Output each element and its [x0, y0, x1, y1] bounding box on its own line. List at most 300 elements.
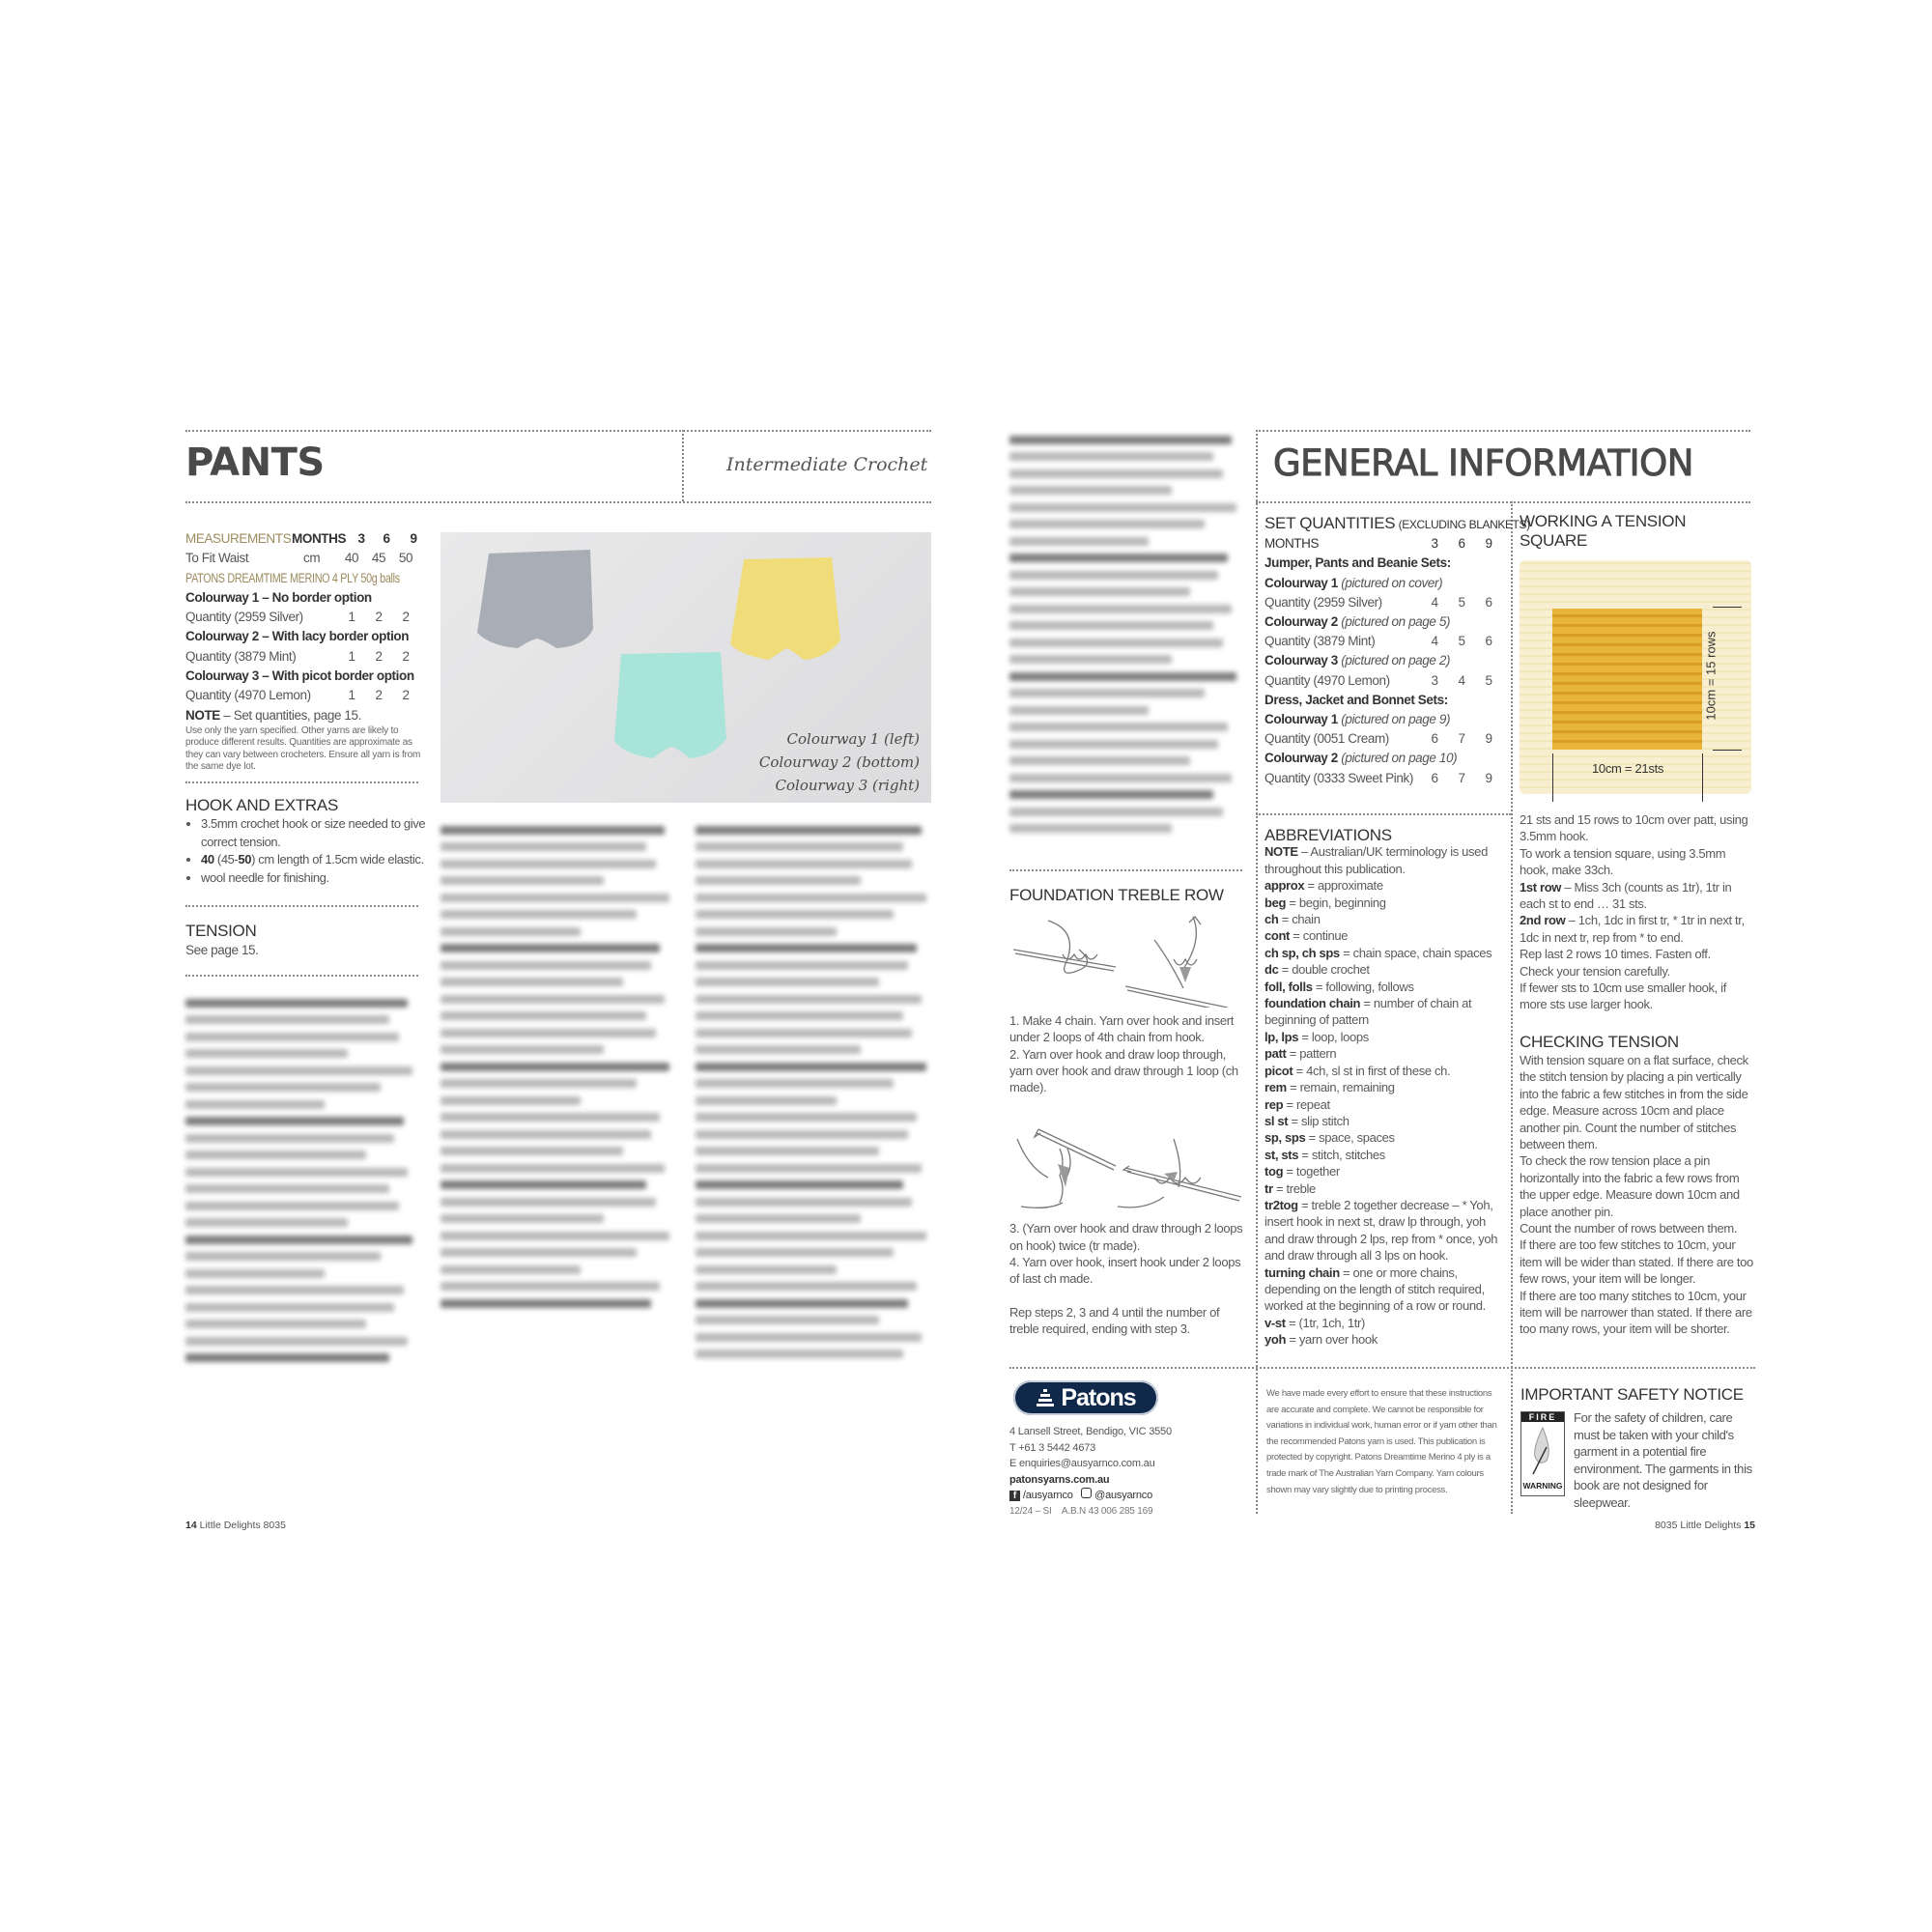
- page-title: GENERAL INFORMATION: [1273, 442, 1693, 484]
- blurred-text-line: [696, 894, 926, 902]
- note-label: NOTE: [185, 707, 220, 723]
- colourway-title: Colourway 2 – With lacy border option: [185, 629, 410, 644]
- blurred-text-line: [185, 1269, 325, 1278]
- blurred-text-line: [440, 1029, 656, 1037]
- page-title: PANTS: [185, 440, 325, 485]
- tension-square-heading: WORKING A TENSION SQUARE: [1520, 512, 1687, 550]
- blurred-text-line: [696, 1180, 903, 1189]
- blurred-text-line: [1009, 706, 1149, 715]
- quantity-label: Quantity (4970 Lemon): [1264, 672, 1390, 688]
- abbreviation-term: sp, sps: [1264, 1130, 1306, 1146]
- hook-item: • 3.5mm crochet hook or size needed to give correct tension.: [201, 815, 427, 851]
- blurred-text-line: [440, 978, 623, 986]
- blurred-text-line: [1009, 740, 1218, 749]
- blurred-text-line: [696, 1113, 917, 1122]
- blurred-text-line: [1009, 452, 1213, 461]
- blurred-text-line: [696, 1147, 879, 1155]
- abbreviation-item: [1264, 1264, 1506, 1315]
- blurred-text-line: [1009, 469, 1223, 478]
- contact-details: [1009, 1424, 1172, 1520]
- quantity-value: 7: [1458, 770, 1465, 785]
- blurred-text-line: [185, 1168, 408, 1177]
- tension-swatch: [1552, 609, 1702, 750]
- abbreviation-term: foundation chain: [1264, 996, 1361, 1011]
- blurred-text-line: [696, 1045, 861, 1054]
- blurred-text-line: [696, 1011, 903, 1020]
- blurred-text-line: [696, 1333, 922, 1342]
- abbreviation-item: [1264, 1163, 1506, 1179]
- divider: [185, 781, 418, 783]
- quantity-row: [185, 686, 427, 705]
- blurred-text-line: [1009, 756, 1190, 765]
- foundation-heading: FOUNDATION TREBLE ROW: [1009, 886, 1224, 904]
- caption: Colourway 3 (right): [775, 777, 920, 794]
- skill-level: Intermediate Crochet: [726, 454, 928, 475]
- quantity-value: 2: [402, 610, 410, 625]
- blurred-text-line: [440, 1248, 637, 1257]
- quantity-row: [1264, 671, 1506, 691]
- abbreviation-definition: = loop, loops: [1298, 1029, 1369, 1044]
- text: (45-: [213, 852, 239, 867]
- abbreviation-term: rep: [1264, 1096, 1284, 1112]
- blurred-text-line: [1009, 808, 1223, 816]
- blurred-text-line: [440, 1011, 646, 1020]
- abbreviation-item: [1264, 961, 1506, 978]
- divider: [185, 501, 931, 503]
- divider: [1009, 1367, 1755, 1369]
- instruction-text: 21 sts and 15 rows to 10cm over patt, using 3.5mm hook.: [1520, 812, 1748, 844]
- blurred-text-line: [1009, 436, 1232, 444]
- colourway-note: (pictured on page 10): [1341, 751, 1458, 766]
- abbreviation-term: tr: [1264, 1180, 1273, 1196]
- colourway-name: Colourway 1: [1264, 575, 1338, 590]
- abbreviation-item: [1264, 1096, 1506, 1113]
- icon-label: WARNING: [1522, 1481, 1563, 1491]
- quantity-row: [1264, 769, 1506, 788]
- email-label: E: [1009, 1458, 1017, 1469]
- note: [185, 706, 427, 725]
- abbreviation-item: [1264, 895, 1506, 911]
- yarn-heading: PATONS DREAMTIME MERINO 4 PLY 50g balls: [185, 570, 400, 585]
- blurred-text-line: [1009, 571, 1218, 580]
- blurred-text-line: [696, 1316, 879, 1324]
- instruction-text: – 1ch, 1dc in first tr, * 1tr in next tr, 1dc in next tr, rep from * to end.: [1520, 913, 1745, 945]
- quantity-value: 1: [348, 648, 355, 664]
- blurred-text-line: [440, 1147, 623, 1155]
- text: 50: [238, 852, 252, 867]
- blurred-text-line: [696, 1079, 894, 1088]
- set-groups: [1264, 554, 1506, 787]
- waist-label: To Fit Waist: [185, 551, 249, 566]
- colourway-name: Colourway 2: [1264, 614, 1338, 630]
- abbreviation-item: [1264, 843, 1506, 877]
- quantity-value: 6: [1485, 634, 1492, 649]
- quantity-value: 4: [1431, 594, 1438, 610]
- abbreviations: [1264, 827, 1506, 1349]
- quantity-label: Quantity (3879 Mint): [185, 648, 297, 664]
- silver-pants: [477, 550, 593, 648]
- abbreviation-term: NOTE: [1264, 844, 1298, 860]
- quantity-value: 2: [402, 688, 410, 703]
- colourway-name: Colourway 1: [1264, 712, 1338, 727]
- print-code: 12/24 – SI: [1009, 1505, 1052, 1517]
- quantity-value: 9: [1485, 770, 1492, 785]
- blurred-pattern-column: [185, 990, 417, 1371]
- size-value: 3: [357, 531, 365, 546]
- abbreviation-definition: = treble: [1272, 1180, 1316, 1196]
- blurred-text-line: [696, 1096, 837, 1105]
- blurred-text-line: [440, 1045, 604, 1054]
- blurred-text-line: [440, 961, 651, 970]
- blurred-text-line: [696, 961, 908, 970]
- abbreviation-item: [1264, 1079, 1506, 1095]
- instagram-link[interactable]: @ausyarnco: [1094, 1490, 1153, 1501]
- blurred-text-line: [440, 1113, 660, 1122]
- quantity-value: 4: [1458, 672, 1465, 688]
- months-label: MONTHS: [292, 531, 347, 546]
- set-quantities-heading: SET QUANTITIES: [1264, 514, 1396, 532]
- divider: [1256, 430, 1750, 432]
- blurred-text-line: [696, 927, 837, 936]
- repeat-instruction: Rep steps 2, 3 and 4 until the number of treble required, ending with step 3.: [1009, 1304, 1220, 1337]
- instruction-line: [1520, 845, 1756, 879]
- abbreviation-definition: = double crochet: [1278, 962, 1370, 978]
- abbreviation-definition: – Australian/UK terminology is used throughout this publication.: [1264, 844, 1488, 876]
- abbreviation-definition: = together: [1283, 1164, 1340, 1179]
- abbreviation-term: picot: [1264, 1063, 1293, 1078]
- size-value: 3: [1431, 536, 1438, 552]
- abbreviation-term: lp, lps: [1264, 1029, 1299, 1044]
- divider: [1256, 430, 1258, 1514]
- abbreviation-item: [1264, 979, 1506, 995]
- blurred-text-line: [1009, 639, 1223, 647]
- instruction-text: To work a tension square, using 3.5mm hook, make 33ch.: [1520, 845, 1726, 878]
- heading-suffix: (EXCLUDING BLANKETS): [1398, 518, 1530, 531]
- facebook-icon: f: [1009, 1491, 1020, 1501]
- measure-line: [1713, 607, 1742, 608]
- divider: [682, 430, 684, 501]
- quantity-label: Quantity (3879 Mint): [1264, 634, 1376, 649]
- colourway-name: Colourway 2: [1264, 751, 1338, 766]
- crochet-diagram-steps-3-4: [1009, 1110, 1241, 1216]
- hook-heading: HOOK AND EXTRAS: [185, 796, 338, 814]
- blurred-text-line: [185, 1236, 412, 1244]
- mint-pants: [614, 652, 726, 758]
- blurred-text-line: [440, 944, 660, 952]
- tension-text: See page 15.: [185, 943, 259, 958]
- page-number: 15: [1744, 1520, 1755, 1531]
- abbreviation-item: [1264, 927, 1506, 944]
- blurred-text-line: [185, 1303, 394, 1312]
- yarn-heading-row: [185, 569, 427, 588]
- waist-value: 45: [371, 551, 386, 566]
- abbreviation-term: v-st: [1264, 1315, 1286, 1330]
- blurred-text-line: [440, 1214, 604, 1223]
- quantity-row: [1264, 593, 1506, 612]
- abbreviation-item: [1264, 1180, 1506, 1197]
- abbreviation-item: [1264, 1197, 1506, 1264]
- blurred-text-line: [185, 1218, 348, 1227]
- step-1: 1. Make 4 chain. Yarn over hook and insert under 2 loops of 4th chain from hook.: [1009, 1012, 1234, 1045]
- colourway-note: (pictured on page 2): [1341, 653, 1451, 668]
- divider: [185, 905, 418, 907]
- blurred-text-line: [1009, 621, 1213, 630]
- blurred-text-line: [440, 995, 665, 1004]
- icon-label: FIRE: [1521, 1412, 1564, 1422]
- divider: [1256, 501, 1750, 503]
- product-photo: [440, 532, 931, 803]
- blurred-text-line: [1009, 605, 1232, 613]
- quantity-value: 2: [402, 648, 410, 664]
- quantity-value: 1: [348, 688, 355, 703]
- blurred-text-line: [1009, 520, 1205, 528]
- abbreviation-item: [1264, 1029, 1506, 1045]
- colourway-row: [1264, 574, 1506, 593]
- abbreviation-item: [1264, 1113, 1506, 1129]
- instruction-line: [1520, 912, 1756, 946]
- width-label: 10cm = 21sts: [1592, 761, 1664, 776]
- quantity-row: [185, 647, 427, 667]
- photo-captions: [759, 727, 920, 797]
- months-label: MONTHS: [1264, 536, 1320, 552]
- tension-heading: TENSION: [185, 922, 257, 940]
- safety-heading: IMPORTANT SAFETY NOTICE: [1520, 1385, 1744, 1404]
- quantity-value: 7: [1458, 731, 1465, 747]
- colourway-note: (pictured on cover): [1341, 575, 1443, 590]
- foundation-treble-row: [1009, 887, 1246, 1338]
- waist-value: 40: [344, 551, 359, 566]
- row-label: 2nd row: [1520, 913, 1566, 928]
- colourway-note: (pictured on page 5): [1341, 614, 1451, 630]
- blurred-text-line: [440, 1164, 665, 1173]
- blurred-text-line: [440, 1096, 581, 1105]
- abbreviation-item: [1264, 1063, 1506, 1079]
- quantity-label: Quantity (4970 Lemon): [185, 688, 311, 703]
- blurred-text-line: [696, 826, 922, 835]
- blurred-text-line: [185, 1066, 412, 1075]
- quantity-row: [185, 608, 427, 627]
- divider: [1009, 869, 1242, 871]
- abbreviation-term: turning chain: [1264, 1264, 1340, 1280]
- blurred-text-line: [1009, 723, 1228, 731]
- crochet-diagram-steps-1-2: [1009, 911, 1241, 1008]
- blurred-text-line: [696, 1248, 894, 1257]
- abbreviation-item: [1264, 1147, 1506, 1163]
- abbreviation-item: [1264, 1045, 1506, 1062]
- abbreviation-term: patt: [1264, 1046, 1287, 1062]
- divider: [185, 975, 418, 977]
- colourway-title: Colourway 3 – With picot border option: [185, 668, 414, 684]
- instruction-text: Check your tension carefully.: [1520, 963, 1670, 979]
- abbreviation-list: [1264, 843, 1506, 1348]
- colourway-list: [185, 588, 427, 706]
- paragraph: To check the row tension place a pin horizontally into the fabric a few rows from the upper edge. Measure down 10cm and place another pin.: [1520, 1153, 1740, 1219]
- patons-logo: [1013, 1380, 1158, 1415]
- abbreviation-term: tog: [1264, 1164, 1284, 1179]
- blurred-text-line: [1009, 537, 1149, 546]
- tension-section: [185, 922, 259, 961]
- colourway-row: [1264, 612, 1506, 632]
- quantity-value: 2: [375, 610, 383, 625]
- abbreviation-term: tr2tog: [1264, 1197, 1298, 1212]
- blurred-text-line: [185, 1286, 404, 1294]
- abbreviation-item: [1264, 877, 1506, 894]
- measure-line: [1702, 753, 1703, 802]
- blurred-text-line: [1009, 554, 1228, 562]
- blurred-text-line: [1009, 587, 1190, 596]
- instagram-icon: [1081, 1488, 1092, 1498]
- instruction-line: [1520, 980, 1756, 1013]
- blurred-text-line: [1009, 824, 1172, 833]
- step-4: 4. Yarn over hook, insert hook under 2 loops of last ch made.: [1009, 1255, 1241, 1287]
- quantity-value: 1: [348, 610, 355, 625]
- blurred-text-line: [440, 1282, 660, 1291]
- quantity-value: 6: [1485, 594, 1492, 610]
- colourway-note: (pictured on page 9): [1341, 712, 1451, 727]
- hook-extras-section: [185, 796, 427, 887]
- blurred-text-line: [185, 1353, 389, 1362]
- abbreviation-definition: = slip stitch: [1288, 1113, 1350, 1128]
- blurred-text-line: [440, 1232, 669, 1240]
- blurred-text-line: [696, 1282, 917, 1291]
- abbreviation-definition: = (1tr, 1ch, 1tr): [1285, 1315, 1365, 1330]
- abbreviation-item: [1264, 995, 1506, 1029]
- quantity-label: Quantity (2959 Silver): [1264, 594, 1382, 610]
- blurred-text-line: [440, 842, 646, 851]
- blurred-text-line: [696, 1232, 926, 1240]
- caption: Colourway 1 (left): [786, 730, 920, 748]
- blurred-text-line: [185, 1320, 366, 1328]
- blurred-text-line: [185, 1100, 325, 1109]
- blurred-text-line: [440, 894, 669, 902]
- disclaimer: We have made every effort to ensure that these instructions are accurate and complete. We cannot be responsible for variations in individual work, human error or if yarn other than the recommended Patons yarn is used. This publication is protected by copyright. Patons Dreamtime Merino 4 ply is a trade mark of The Australian Yarn Company. Yarn colours shown may vary slightly due to printing process.: [1266, 1388, 1497, 1495]
- blurred-text-line: [1009, 503, 1236, 512]
- abbreviation-item: [1264, 1129, 1506, 1146]
- instruction-line: [1520, 946, 1756, 962]
- checking-tension-text: [1520, 1052, 1756, 1338]
- abbreviation-item: [1264, 945, 1506, 961]
- blurred-pattern-column: [1009, 427, 1241, 841]
- abbreviation-definition: = approximate: [1304, 878, 1383, 894]
- blurred-text-line: [696, 1299, 908, 1308]
- measure-line: [1713, 750, 1742, 751]
- abbreviation-definition: = chain space, chain spaces: [1339, 945, 1492, 960]
- tension-square-photo: [1520, 560, 1751, 794]
- quantity-value: 5: [1485, 672, 1492, 688]
- address: 4 Lansell Street, Bendigo, VIC 3550: [1009, 1426, 1172, 1437]
- divider: [1256, 813, 1511, 815]
- blurred-text-line: [440, 927, 581, 936]
- quantity-value: 2: [375, 688, 383, 703]
- blurred-text-line: [696, 1130, 908, 1139]
- height-label: 10cm = 15 rows: [1703, 631, 1719, 721]
- blurred-text-line: [696, 1214, 861, 1223]
- abbreviation-definition: = space, spaces: [1305, 1130, 1395, 1146]
- abbreviation-definition: = one or more chains, depending on the length of stitch required, worked at the beginning of a row or round.: [1264, 1264, 1486, 1314]
- page-number: 14: [185, 1520, 197, 1531]
- quantity-label: Quantity (2959 Silver): [185, 610, 303, 625]
- materials-section: [185, 529, 427, 774]
- blurred-text-line: [696, 1029, 912, 1037]
- paragraph: Count the number of rows between them.: [1520, 1220, 1738, 1236]
- abbreviation-definition: = number of chain at beginning of pattern: [1264, 996, 1472, 1028]
- blurred-text-line: [440, 1265, 581, 1274]
- size-value: 6: [383, 531, 390, 546]
- blurred-text-line: [1009, 689, 1205, 697]
- blurred-text-line: [696, 1350, 903, 1358]
- blurred-text-line: [696, 1063, 926, 1071]
- blurred-text-line: [185, 1184, 389, 1193]
- row-label: 1st row: [1520, 879, 1562, 895]
- blurred-text-line: [440, 1198, 656, 1207]
- safety-notice: [1520, 1385, 1757, 1510]
- blurred-text-line: [185, 1049, 348, 1058]
- blurred-pattern-column: [696, 817, 931, 1367]
- blurred-text-line: [1009, 672, 1236, 681]
- abbreviation-definition: = following, follows: [1312, 979, 1414, 994]
- quantity-row: [1264, 729, 1506, 749]
- instruction-text: Rep last 2 rows 10 times. Fasten off.: [1520, 947, 1711, 962]
- quantity-row: [1264, 632, 1506, 651]
- blurred-text-line: [440, 860, 656, 868]
- flame-icon: [1521, 1422, 1564, 1476]
- instruction-text: – Miss 3ch (counts as 1tr), 1tr in each st to end … 31 sts.: [1520, 879, 1732, 912]
- step-3: 3. (Yarn over hook and draw through 2 loops on hook) twice (tr made).: [1009, 1221, 1243, 1253]
- blurred-text-line: [1009, 655, 1172, 664]
- footer-title: 8035 Little Delights: [1655, 1520, 1742, 1531]
- abbreviation-item: [1264, 1315, 1506, 1331]
- colourway-row: [1264, 651, 1506, 670]
- abbreviation-term: foll, folls: [1264, 979, 1313, 994]
- abbreviation-term: ch: [1264, 912, 1279, 927]
- blurred-text-line: [440, 1130, 651, 1139]
- blurred-text-line: [696, 1265, 837, 1274]
- page-footer: [1655, 1520, 1755, 1531]
- blurred-text-line: [185, 1252, 381, 1261]
- paragraph: If there are too few stitches to 10cm, your item will be wider than stated. If there are too few rows, your item will be longer.: [1520, 1237, 1753, 1287]
- paragraph: With tension square on a flat surface, check the stitch tension by placing a pin vertically into the fabric a few stitches in from the side edge. Measure across 10cm and place another pin. Count the number of stitches between them.: [1520, 1052, 1748, 1151]
- instruction-line: [1520, 879, 1756, 913]
- quantity-value: 6: [1431, 770, 1438, 785]
- colourway-name: Colourway 3: [1264, 653, 1338, 668]
- quantity-value: 5: [1458, 594, 1465, 610]
- abbreviation-term: beg: [1264, 895, 1287, 910]
- footer-title: Little Delights 8035: [199, 1520, 286, 1531]
- blurred-text-line: [1009, 790, 1213, 799]
- blurred-text-line: [185, 999, 408, 1008]
- quantity-label: Quantity (0051 Cream): [1264, 731, 1389, 747]
- divider: [1511, 501, 1513, 1514]
- abbreviation-term: dc: [1264, 962, 1279, 978]
- facebook-link[interactable]: /ausyarnco: [1022, 1490, 1073, 1501]
- blurred-pattern-column: [440, 817, 674, 1316]
- needle-item: • wool needle for finishing.: [201, 869, 427, 888]
- set-quantities: [1264, 514, 1530, 788]
- divider: [185, 430, 931, 432]
- blurred-text-line: [696, 995, 922, 1004]
- blurred-text-line: [185, 1202, 399, 1210]
- blurred-text-line: [185, 1083, 381, 1092]
- blurred-text-line: [440, 910, 637, 919]
- step-2: 2. Yarn over hook and draw loop through, yarn over hook and draw through 1 loop (ch made).: [1009, 1046, 1238, 1095]
- website-link[interactable]: patonsyarns.com.au: [1009, 1473, 1110, 1486]
- blurred-text-line: [185, 1117, 404, 1125]
- quantity-value: 5: [1458, 634, 1465, 649]
- text: 40: [201, 852, 214, 867]
- blurred-text-line: [185, 1151, 366, 1159]
- email-link[interactable]: enquiries@ausyarnco.com.au: [1019, 1458, 1155, 1469]
- blurred-text-line: [185, 1134, 394, 1143]
